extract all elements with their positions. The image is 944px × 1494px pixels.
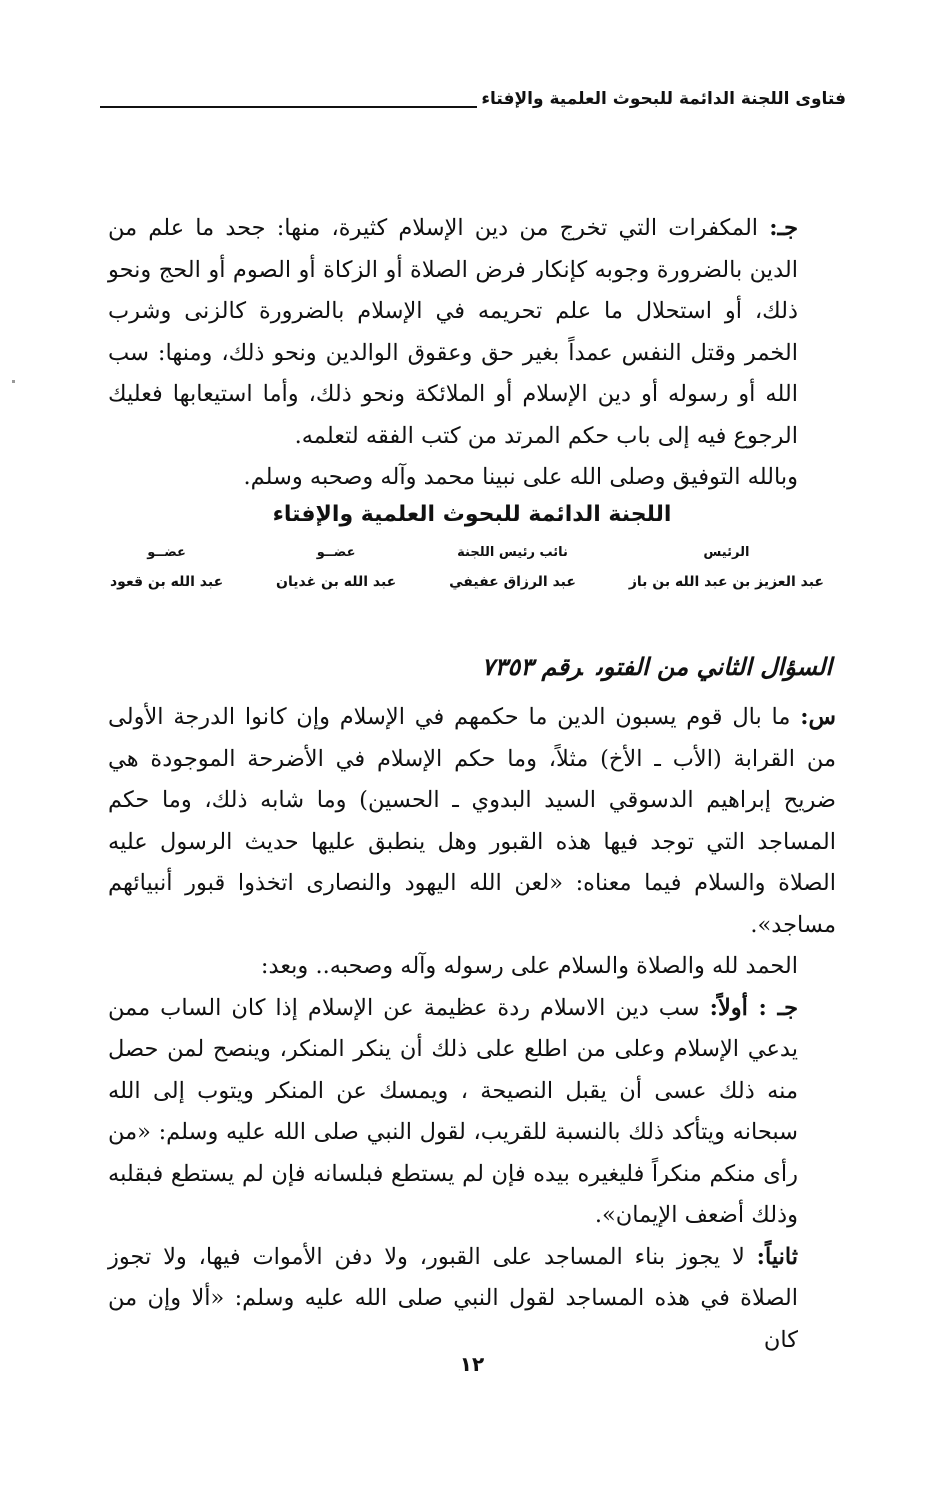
signature-name: عبد الله بن قعود [110,574,224,590]
signature-role: نائب رئيس اللجنة [457,545,568,560]
running-header [100,88,846,110]
signature-chairman [629,545,824,590]
header-title: فتاوى اللجنة الدائمة للبحوث العلمية والإفتاء [481,89,846,109]
answer-1-closing: وبالله التوفيق وصلى الله على نبينا محمد وآله وصحبه وسلم. [243,464,798,490]
signature-role: عضــو [316,545,356,560]
question-2-block [108,697,836,1361]
signature-role: عضــو [147,545,186,560]
question-2-paragraph [108,697,836,946]
signature-name: عبد الله بن غديان [276,574,397,590]
answer-2-second-lead: ثانياً: [756,1243,799,1270]
signature-name: عبد الرزاق عفيفي [449,574,576,590]
answer-2-second [108,1237,836,1362]
page-number: ١٢ [459,1352,485,1376]
answer-2-lead: جـ : أولاً: [709,994,799,1021]
signature-member [276,545,396,590]
margin-speck [12,380,15,383]
answer-1-text: المكفرات التي تخرج من دين الإسلام كثيرة، منها: جحد ما علم من الدين بالضرورة وجوبه كإنكار فرض الصلاة أو الزكاة أو الصوم أو الحج ونحو ذلك، أو استحلال ما علم تحريمه في الإسلام بالضرورة كالزنى وشرب الخمر وقتل النفس عمداً بغير حق وعقوق الوالدين ونحو ذلك، ومنها: سب الله أو رسوله أو دين الإسلام أو الملائكة ونحو ذلك، وأما استيعابها فعليك الرجوع فيه إلى باب حكم المرتد من كتب الفقه لتعلمه. [108,215,798,449]
answer-2-first [108,988,836,1237]
fatwa-number: رقم ٧٣٥٣ [481,652,583,681]
question-2-text: ما بال قوم يسبون الدين ما حكمهم في الإسلام وإن كانوا الدرجة الأولى من القرابة (الأب ـ الأخ) مثلاً، وما حكم الإسلام في الأضرحة الموجودة هي ضريح إبراهيم الدسوقي السيد البدوي ـ الحسين) وما شابه ذلك، وما حكم المساجد التي توجد فيها هذه القبور وهل ينطبق عليها حديث الرسول عليه الصلاة والسلام فيما معناه: «لعن الله اليهود والنصارى اتخذوا قبور أنبيائهم مساجد». [108,704,836,938]
committee-title: اللجنة الدائمة للبحوث العلمية والإفتاء [272,502,672,527]
question-2-lead: س: [800,704,836,730]
header-rule [100,106,477,108]
question-2-heading [482,652,832,681]
answer-1-lead: جـ: [769,215,799,241]
signature-block [110,545,824,590]
answer-1-paragraph [108,208,836,457]
signature-member [110,545,223,590]
question-2-title: السؤال الثاني من الفتوى [596,652,832,681]
answer-2-second-text: لا يجوز بناء المساجد على القبور، ولا دفن الأموات فيها، ولا تجوز الصلاة في هذه المساجد لقول النبي صلى الله عليه وسلم: «ألا وإن من كان [108,1243,798,1353]
answer-1-block [108,208,836,499]
answer-2-first-text: سب دين الاسلام ردة عظيمة عن الإسلام إذا كان الساب ممن يدعي الإسلام وعلى من اطلع على ذلك أن ينكر المنكر، وينصح لمن حصل منه ذلك عسى أن يقبل النصيحة ، ويمسك عن المنكر ويتوب إلى الله سبحانه ويتأكد ذلك بالنسبة للقريب، لقول النبي صلى الله عليه وسلم: «من رأى منكم منكراً فليغيره بيده فإن لم يستطع فبلسانه فإن لم يستطع فبقلبه وذلك أضعف الإيمان». [108,994,798,1228]
signature-role: الرئيس [703,545,750,560]
answer-2-praise: الحمد لله والصلاة والسلام على رسوله وآله وصحبه.. وبعد: [260,953,798,979]
signature-vice-chairman [449,545,576,590]
signature-name: عبد العزيز بن عبد الله بن باز [628,574,824,590]
